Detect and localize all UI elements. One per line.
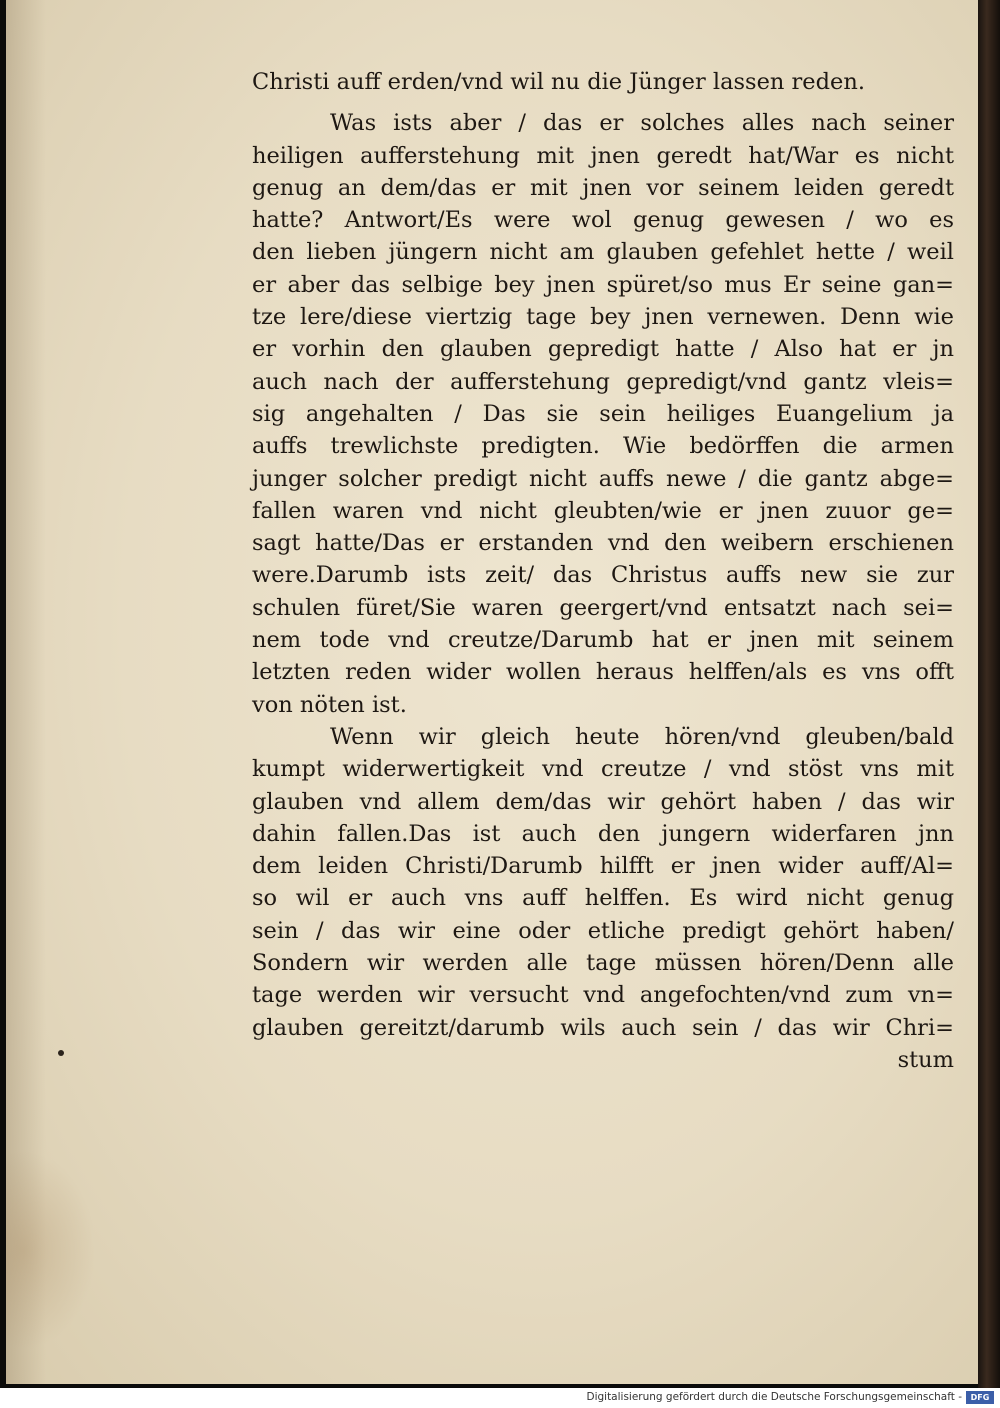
text-line-17: nem tode vnd creutze/Darumb hat er jnen mit seinem — [252, 627, 954, 654]
text-line-25: so wil er auch vns auff helffen. Es wird nicht genug — [252, 885, 954, 912]
text-line-11: auffs trewlichste predigten. Wie bedörffen die armen — [252, 433, 954, 460]
text-line-18: letzten reden wider wollen heraus helffen/als es vns offt — [252, 659, 954, 686]
text-line-14: sagt hatte/Das er erstanden vnd den weibern erschienen — [252, 530, 954, 557]
funding-credit: Digitalisierung gefördert durch die Deutsche Forschungsgemeinschaft - — [586, 1391, 962, 1403]
text-line-29: glauben gereitzt/darumb wils auch sein / das wir Chri= — [252, 1014, 954, 1041]
text-line-27: Sondern wir werden alle tage müssen hören/Denn alle — [252, 950, 954, 977]
footer-bar — [0, 1388, 1000, 1408]
text-line-15: were.Darumb ists zeit/ das Christus auffs new sie zur — [252, 562, 954, 589]
text-line-10: sig angehalten / Das sie sein heiliges Euangelium ja — [252, 400, 954, 427]
text-line-6: er aber das selbige bey jnen spüret/so mus Er seine gan= — [252, 271, 954, 298]
running-header: Christi auff erden/vnd wil nu die Jünger lassen reden. — [252, 69, 865, 95]
text-line-21: kumpt widerwertigkeit vnd creutze / vnd stöst vns mit — [252, 756, 954, 783]
text-line-9: auch nach der aufferstehung gepredigt/vnd gantz vleis= — [252, 368, 954, 395]
page-text — [252, 66, 954, 1076]
text-line-1: Was ists aber / das er solches alles nach seiner — [330, 110, 954, 137]
text-line-13: fallen waren vnd nicht gleubten/wie er jnen zuuor ge= — [252, 497, 954, 524]
book-spine — [978, 0, 1000, 1388]
text-line-7: tze lere/diese viertzig tage bey jnen vernewen. Denn wie — [252, 304, 954, 331]
text-line-12: junger solcher predigt nicht auffs newe / die gantz abge= — [252, 465, 954, 492]
text-line-4: hatte? Antwort/Es were wol genug gewesen / wo es — [252, 207, 954, 234]
text-line-16: schulen füret/Sie waren geergert/vnd entsatzt nach sei= — [252, 594, 954, 621]
text-line-24: dem leiden Christi/Darumb hilfft er jnen wider auff/Al= — [252, 853, 954, 880]
text-line-22: glauben vnd allem dem/das wir gehört haben / das wir — [252, 788, 954, 815]
paper-stain — [6, 1150, 96, 1350]
text-line-5: den lieben jüngern nicht am glauben gefehlet hette / weil — [252, 239, 954, 266]
dfg-logo-icon: DFG — [966, 1391, 994, 1404]
text-line-20: Wenn wir gleich heute hören/vnd gleuben/bald — [330, 723, 954, 750]
text-line-26: sein / das wir eine oder etliche predigt gehört haben/ — [252, 917, 954, 944]
text-line-2: heiligen aufferstehung mit jnen geredt hat/War es nicht — [252, 142, 954, 169]
catchword: stum — [897, 1046, 954, 1073]
text-line-23: dahin fallen.Das ist auch den jungern widerfaren jnn — [252, 820, 954, 847]
text-line-28: tage werden wir versucht vnd angefochten/vnd zum vn= — [252, 982, 954, 1009]
text-line-19: von nöten ist. — [252, 691, 407, 718]
text-line-3: genug an dem/das er mit jnen vor seinem leiden geredt — [252, 174, 954, 201]
book-page — [6, 0, 978, 1384]
text-line-8: er vorhin den glauben gepredigt hatte / Also hat er jn — [252, 336, 954, 363]
ink-dot — [58, 1050, 64, 1056]
